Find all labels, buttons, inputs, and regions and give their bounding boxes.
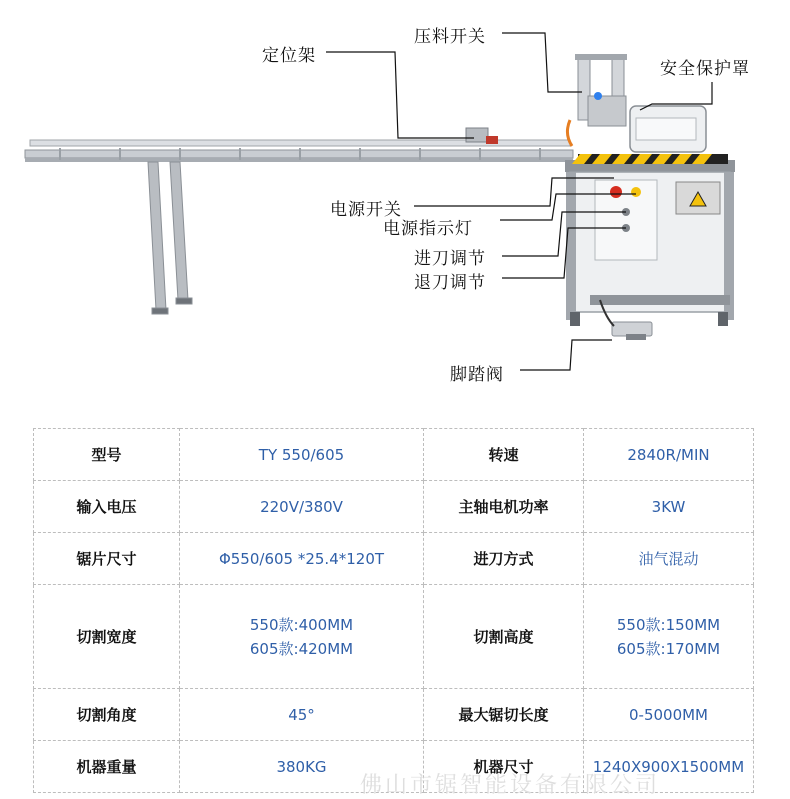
callout-press-switch: 压料开关 (414, 27, 486, 47)
spec-value: 45° (180, 689, 424, 741)
table-row (34, 689, 754, 741)
spec-value: TY 550/605 (180, 429, 424, 481)
spec-label: 型号 (34, 429, 180, 481)
table-row (34, 481, 754, 533)
callout-foot-valve: 脚踏阀 (450, 365, 504, 385)
spec-label: 主轴电机功率 (424, 481, 584, 533)
power-switch-knob (610, 186, 622, 198)
spec-value: 3KW (584, 481, 754, 533)
spec-value: 220V/380V (180, 481, 424, 533)
callout-power-light: 电源指示灯 (383, 219, 473, 239)
spec-value: 550款:150MM 605款:170MM (584, 585, 754, 689)
spec-label: 机器重量 (34, 741, 180, 793)
table-row (34, 533, 754, 585)
spec-label: 最大锯切长度 (424, 689, 584, 741)
spec-value: 1240X900X1500MM (584, 741, 754, 793)
power-indicator-light (631, 187, 641, 197)
spec-value: 油气混动 (584, 533, 754, 585)
spec-label: 进刀方式 (424, 533, 584, 585)
spec-label: 切割高度 (424, 585, 584, 689)
spec-label: 切割角度 (34, 689, 180, 741)
spec-value: 380KG (180, 741, 424, 793)
callout-positioning-frame: 定位架 (262, 46, 316, 66)
spec-label: 切割宽度 (34, 585, 180, 689)
roller-conveyor (25, 128, 573, 162)
machine-cabinet (565, 160, 735, 326)
spec-table (33, 428, 754, 793)
table-row (34, 429, 754, 481)
spec-label: 锯片尺寸 (34, 533, 180, 585)
callout-safety-guard: 安全保护罩 (660, 59, 750, 79)
callout-retract-adjust: 退刀调节 (414, 273, 486, 293)
hazard-stripe (572, 154, 728, 164)
spec-value: 0-5000MM (584, 689, 754, 741)
spec-value: Φ550/605 *25.4*120T (180, 533, 424, 585)
table-row (34, 585, 754, 689)
spec-label: 机器尺寸 (424, 741, 584, 793)
spec-value: 2840R/MIN (584, 429, 754, 481)
callout-feed-adjust: 进刀调节 (414, 249, 486, 269)
callout-power-switch: 电源开关 (330, 200, 402, 220)
spec-label: 转速 (424, 429, 584, 481)
watermark: 佛山市锯智能设备有限公司 (360, 773, 661, 798)
spec-label: 输入电压 (34, 481, 180, 533)
spec-value: 550款:400MM 605款:420MM (180, 585, 424, 689)
table-legs (148, 162, 192, 314)
